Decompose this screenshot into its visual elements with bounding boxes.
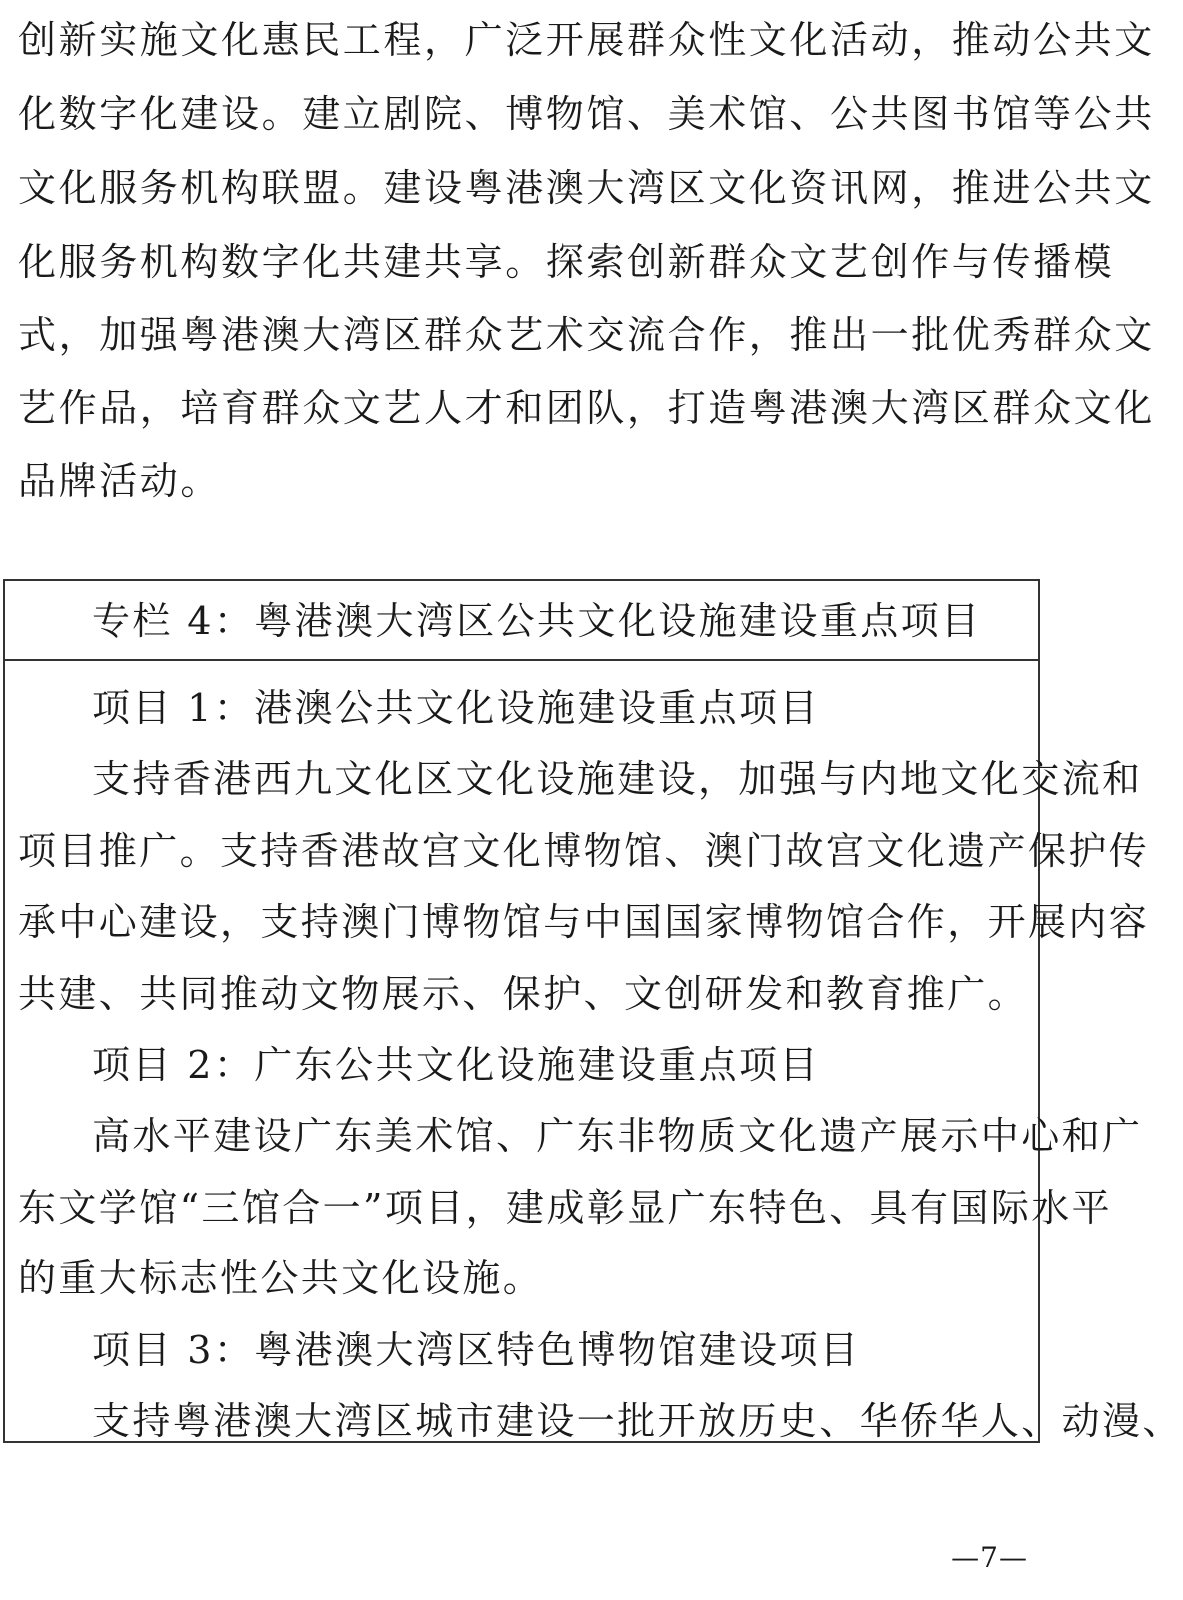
project-1-text-line: 承中心建设，支持澳门博物馆与中国国家博物馆合作，开展内容: [18, 900, 1150, 944]
column-header-divider: [3, 659, 1040, 661]
project-2-text-line: 东文学馆“三馆合一”项目，建成彰显广东特色、具有国际水平: [18, 1186, 1113, 1230]
body-line: 创新实施文化惠民工程，广泛开展群众性文化活动，推动公共文: [18, 18, 1155, 62]
body-line: 化服务机构数字化共建共享。探索创新群众文艺创作与传播模: [18, 240, 1115, 284]
body-line: 品牌活动。: [18, 459, 222, 503]
body-line: 化数字化建设。建立剧院、博物馆、美术馆、公共图书馆等公共: [18, 92, 1155, 136]
body-line: 文化服务机构联盟。建设粤港澳大湾区文化资讯网，推进公共文: [18, 166, 1155, 210]
project-2-text-line: 高水平建设广东美术馆、广东非物质文化遗产展示中心和广: [92, 1114, 1143, 1158]
column-title: 专栏 4：粤港澳大湾区公共文化设施建设重点项目: [92, 599, 982, 643]
project-1-text-line: 支持香港西九文化区文化设施建设，加强与内地文化交流和: [92, 757, 1143, 801]
project-3-title: 项目 3：粤港澳大湾区特色博物馆建设项目: [92, 1328, 861, 1372]
project-3-text-line: 支持粤港澳大湾区城市建设一批开放历史、华侨华人、动漫、: [92, 1399, 1183, 1443]
body-line: 式，加强粤港澳大湾区群众艺术交流合作，推出一批优秀群众文: [18, 313, 1155, 357]
project-2-text-line: 的重大标志性公共文化设施。: [18, 1256, 544, 1300]
project-2-title: 项目 2：广东公共文化设施建设重点项目: [92, 1043, 820, 1087]
project-1-title: 项目 1：港澳公共文化设施建设重点项目: [92, 686, 820, 730]
body-line: 艺作品，培育群众文艺人才和团队，打造粤港澳大湾区群众文化: [18, 386, 1155, 430]
project-1-text-line: 共建、共同推动文物展示、保护、文创研发和教育推广。: [18, 972, 1029, 1016]
project-1-text-line: 项目推广。支持香港故宫文化博物馆、澳门故宫文化遗产保护传: [18, 829, 1150, 873]
page-number: —7—: [951, 1541, 1028, 1574]
